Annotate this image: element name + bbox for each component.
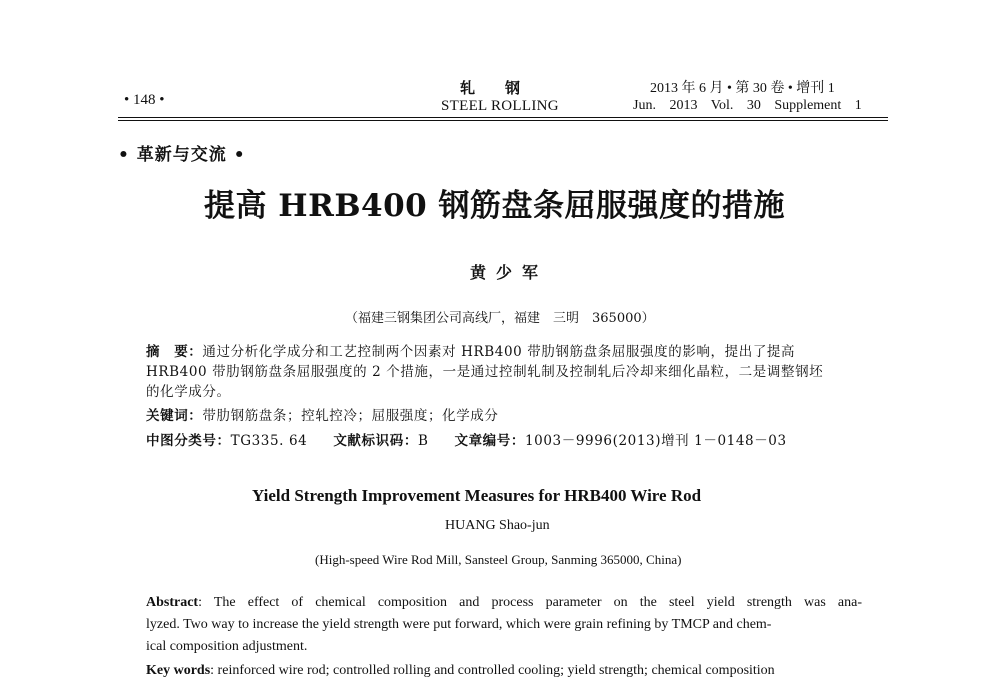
keywords-cn (146, 406, 862, 426)
keywords-cn-text: 带肋钢筋盘条；控轧控冷；屈服强度；化学成分 (202, 408, 499, 424)
author-en: HUANG Shao-jun (445, 518, 550, 533)
doc-code-label: 文献标识码： (333, 433, 418, 449)
abstract-en-line-3: ical composition adjustment. (146, 639, 308, 654)
abstract-cn-text-1: 通过分析化学成分和工艺控制两个因素对 HRB400 带肋钢筋盘条屈服强度的影响，提出了提高 (202, 344, 796, 360)
title-en: Yield Strength Improvement Measures for HRB400 Wire Rod (252, 486, 702, 505)
title-cn: 提高 HRB400 钢筋盘条屈服强度的措施 (204, 188, 786, 224)
keywords-en-text: : reinforced wire rod; controlled rolling and controlled cooling; yield strength; chemical composition (210, 663, 775, 678)
page-number: • 148 • (124, 92, 165, 108)
issue-info-en: Jun. 2013 Vol. 30 Supplement 1 (633, 98, 862, 113)
abstract-cn-label: 摘 要： (146, 344, 203, 360)
abstract-cn-line-1 (146, 342, 862, 362)
header-rule-top (118, 117, 888, 118)
section-tag: • 革新与交流 • (118, 145, 246, 165)
author-cn: 黄少军 (470, 263, 549, 282)
abstract-en-text-1: : The effect of chemical composition and process parameter on the steel yield strength was ana- (198, 595, 862, 610)
keywords-en (146, 660, 862, 682)
clc-value: TG335. 64 (230, 433, 308, 449)
keywords-en-label: Key words (146, 663, 211, 678)
issue-info-cn: 2013 年 6 月 • 第 30 卷 • 增刊 1 (650, 81, 835, 96)
header-rule-bottom (118, 120, 888, 121)
doc-code-value: B (417, 433, 429, 449)
keywords-cn-label: 关键词： (146, 408, 203, 424)
abstract-en-line-2: lyzed. Two way to increase the yield strength were put forward, which were grain refining by TMCP and chem- (146, 617, 772, 632)
classification-line (146, 431, 862, 451)
abstract-cn-line-2: HRB400 带肋钢筋盘条屈服强度的 2 个措施，一是通过控制轧制及控制轧后冷却来细化晶粒，二是调整钢坯 (146, 364, 824, 380)
affiliation-cn: （福建三钢集团公司高线厂，福建 三明 365000） (345, 311, 655, 326)
clc-label: 中图分类号： (146, 433, 231, 449)
affiliation-en: (High-speed Wire Rod Mill, Sansteel Group, Sanming 365000, China) (315, 552, 682, 567)
article-number-value: 1003－9996(2013)增刊 1－0148－03 (524, 433, 787, 449)
article-number-label: 文章编号： (454, 433, 525, 449)
journal-name-cn: 轧钢 (460, 79, 551, 97)
journal-name-en: STEEL ROLLING (441, 98, 559, 114)
abstract-cn-line-3: 的化学成分。 (146, 384, 231, 400)
abstract-en-line-1 (146, 592, 862, 614)
abstract-en-label: Abstract (146, 595, 199, 610)
